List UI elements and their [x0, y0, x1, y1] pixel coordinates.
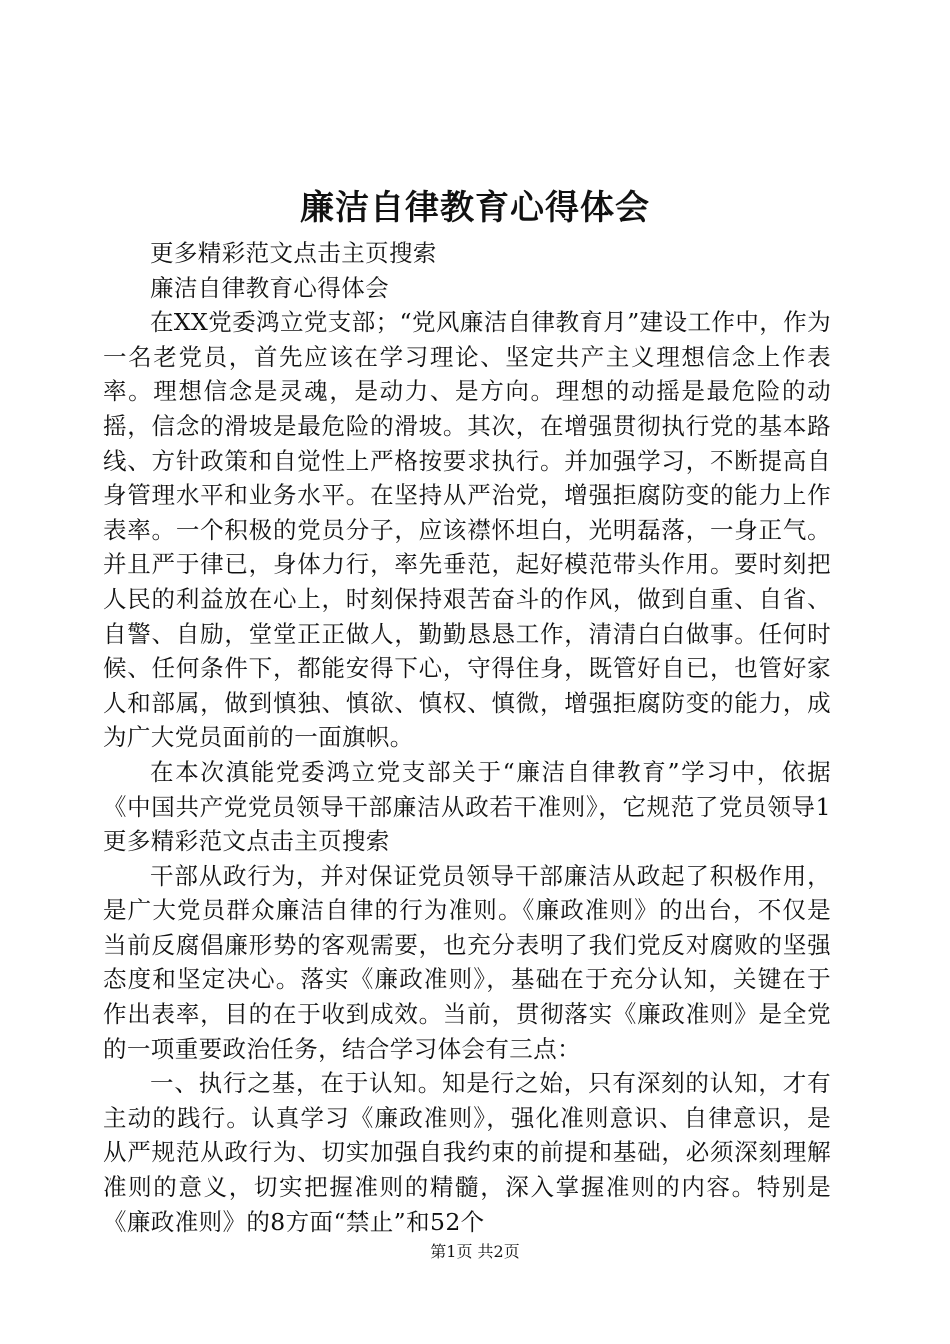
document-body [103, 236, 831, 1239]
paragraph-4: 一、执行之基，在于认知。知是行之始，只有深刻的认知，才有主动的践行。认真学习《廉政准则》，强化准则意识、自律意识，是从严规范从政行为、切实加强自我约束的前提和基础，必须深刻理解准则的意义，切实把握准则的精髓，深入掌握准则的内容。特别是《廉政准则》的8方面“禁止”和52个 [103, 1069, 831, 1236]
paragraph-3: 干部从政行为，并对保证党员领导干部廉洁从政起了积极作用，是广大党员群众廉洁自律的行为准则。《廉政准则》的出台，不仅是当前反腐倡廉形势的客观需要，也充分表明了我们党反对腐败的坚强态度和坚定决心。落实《廉政准则》，基础在于充分认知，关键在于作出表率，目的在于收到成效。当前，贯彻落实《廉政准则》是全党的一项重要政治任务，结合学习体会有三点： [103, 861, 831, 1063]
paragraph-2: 在本次滇能党委鸿立党支部关于“廉洁自律教育”学习中，依据《中国共产党党员领导干部廉洁从政若干准则》，它规范了党员领导1更多精彩范文点击主页搜索 [103, 757, 831, 856]
paragraph-1: 在XX党委鸿立党支部；“党风廉洁自律教育月”建设工作中，作为一名老党员，首先应该在学习理论、坚定共产主义理想信念上作表率。理想信念是灵魂，是动力、是方向。理想的动摇是最危险的动摇，信念的滑坡是最危险的滑坡。其次，在增强贯彻执行党的基本路线、方针政策和自觉性上严格按要求执行。并加强学习，不断提高自身管理水平和业务水平。在坚持从严治党，增强拒腐防变的能力上作表率。一个积极的党员分子，应该襟怀坦白，光明磊落，一身正气。并且严于律已，身体力行，率先垂范，起好模范带头作用。要时刻把人民的利益放在心上，时刻保持艰苦奋斗的作风，做到自重、自省、自警、自励，堂堂正正做人，勤勤恳恳工作，清清白白做事。任何时候、任何条件下，都能安得下心，守得住身，既管好自已，也管好家人和部属，做到慎独、慎欲、慎权、慎微，增强拒腐防变的能力，成为广大党员面前的一面旗帜。 [103, 308, 831, 752]
page-footer: 第1页 共2页 [430, 1242, 520, 1261]
document-title: 廉洁自律教育心得体会 [300, 188, 650, 228]
paragraph-subtitle: 廉洁自律教育心得体会 [150, 273, 389, 302]
paragraph-intro-link: 更多精彩范文点击主页搜索 [150, 239, 437, 267]
